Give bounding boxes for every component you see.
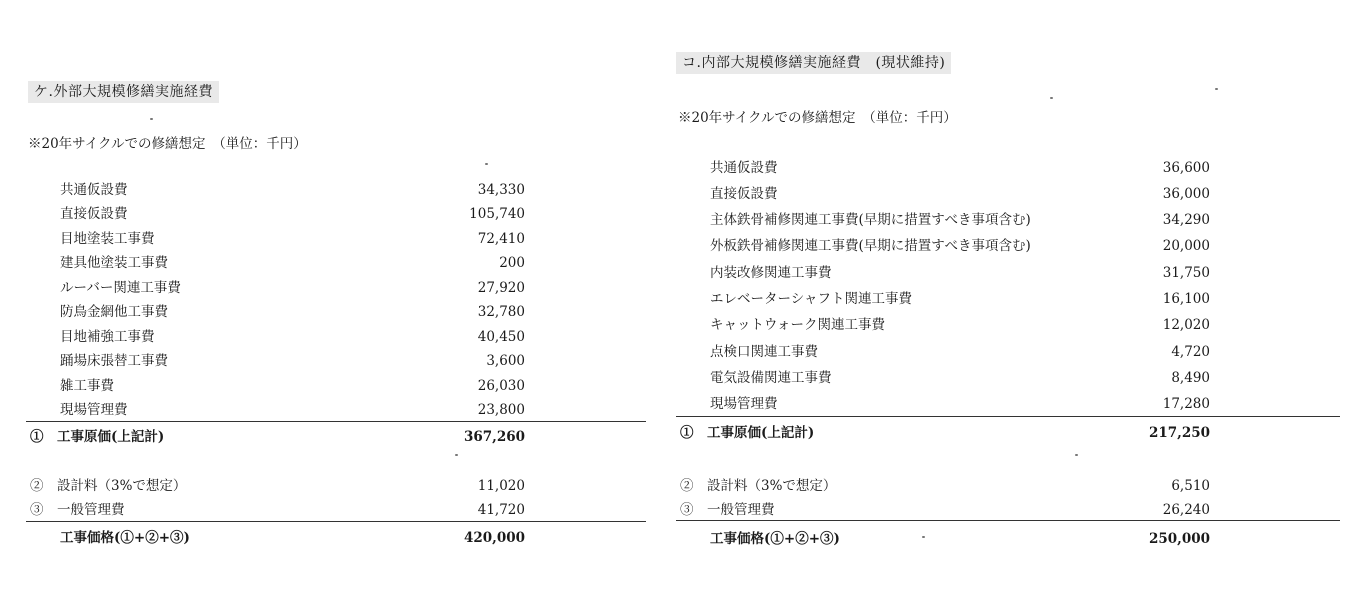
subtotal-value: 367,260 <box>463 429 525 445</box>
cost-row <box>710 182 1210 206</box>
item-label: 防鳥金網他工事費 <box>60 304 168 320</box>
cost-row <box>60 202 525 226</box>
item-label: 点検口関連工事費 <box>710 344 818 360</box>
item-value: 12,020 <box>1162 317 1210 333</box>
item-label: 直接仮設費 <box>710 186 778 202</box>
subtotal-divider <box>676 416 1340 417</box>
item-value: 17,280 <box>1162 396 1210 412</box>
item-value: 27,920 <box>477 280 525 296</box>
subtotal-row <box>30 425 525 449</box>
item-label: 主体鉄骨補修関連工事費(早期に措置すべき事項含む) <box>710 212 1031 228</box>
total-label: 工事価格(①+②+③) <box>60 530 190 546</box>
cost-row <box>710 287 1210 311</box>
design-fee-label: ② 設計料（3%で想定） <box>680 478 837 494</box>
scan-speck <box>485 163 488 165</box>
item-value: 31,750 <box>1162 265 1210 281</box>
item-value: 36,000 <box>1162 186 1210 202</box>
total-value: 250,000 <box>1148 531 1210 547</box>
cost-row <box>60 325 525 349</box>
scan-speck <box>1050 97 1053 99</box>
item-label: ルーバー関連工事費 <box>60 280 181 296</box>
item-value: 36,600 <box>1162 160 1210 176</box>
cost-row <box>60 251 525 275</box>
total-label: 工事価格(①+②+③) <box>710 531 840 547</box>
item-value: 34,330 <box>477 182 525 198</box>
scan-speck <box>922 536 925 538</box>
item-value: 20,000 <box>1162 238 1210 254</box>
item-label: 目地補強工事費 <box>60 329 155 345</box>
item-label: エレベーターシャフト関連工事費 <box>710 291 912 307</box>
item-label: 現場管理費 <box>710 396 778 412</box>
cost-row <box>710 313 1210 337</box>
item-value: 4,720 <box>1171 344 1210 360</box>
scan-speck <box>1215 88 1218 90</box>
item-value: 16,100 <box>1162 291 1210 307</box>
cost-row <box>710 392 1210 416</box>
cycle-unit-note: ※20年サイクルでの修繕想定 （単位：千円） <box>678 110 957 126</box>
cost-row <box>60 374 525 398</box>
item-value: 3,600 <box>486 353 525 369</box>
cost-row <box>710 366 1210 390</box>
item-label: 建具他塗装工事費 <box>60 255 168 271</box>
item-value: 105,740 <box>469 206 525 222</box>
scan-speck <box>455 454 458 456</box>
item-value: 26,030 <box>477 378 525 394</box>
cost-row <box>710 340 1210 364</box>
total-value: 420,000 <box>463 530 525 546</box>
general-admin-row <box>680 498 1210 522</box>
cost-row <box>60 227 525 251</box>
item-value: 8,490 <box>1171 370 1210 386</box>
cycle-unit-note: ※20年サイクルでの修繕想定 （単位：千円） <box>28 136 307 152</box>
item-label: キャットウォーク関連工事費 <box>710 317 885 333</box>
general-admin-value: 26,240 <box>1162 502 1210 518</box>
panel-title: ケ.外部大規模修繕実施経費 <box>28 81 219 103</box>
total-row <box>710 527 1210 551</box>
item-value: 34,290 <box>1162 212 1210 228</box>
cost-row <box>60 300 525 324</box>
general-admin-row <box>30 498 525 522</box>
design-fee-row <box>680 474 1210 498</box>
scan-speck <box>1075 454 1078 456</box>
cost-row <box>710 261 1210 285</box>
subtotal-label: ① 工事原価(上記計) <box>30 429 165 445</box>
item-label: 目地塗装工事費 <box>60 231 155 247</box>
cost-row <box>710 208 1210 232</box>
cost-row <box>60 349 525 373</box>
item-label: 共通仮設費 <box>710 160 778 176</box>
design-fee-label: ② 設計料（3%で想定） <box>30 478 187 494</box>
cost-row <box>60 398 525 422</box>
design-fee-row <box>30 474 525 498</box>
subtotal-label: ① 工事原価(上記計) <box>680 425 815 441</box>
panel-title: コ.内部大規模修繕実施経費 (現状維持) <box>676 52 951 74</box>
item-label: 共通仮設費 <box>60 182 128 198</box>
design-fee-value: 6,510 <box>1171 478 1210 494</box>
cost-row <box>710 156 1210 180</box>
total-divider <box>26 521 646 522</box>
design-fee-value: 11,020 <box>477 478 525 494</box>
subtotal-divider <box>26 421 646 422</box>
item-value: 200 <box>499 255 525 271</box>
item-label: 直接仮設費 <box>60 206 128 222</box>
subtotal-value: 217,250 <box>1148 425 1210 441</box>
subtotal-row <box>680 421 1210 445</box>
item-label: 電気設備関連工事費 <box>710 370 832 386</box>
interior-repair-cost-panel <box>660 0 1358 605</box>
general-admin-label: ③ 一般管理費 <box>680 502 775 518</box>
item-label: 踊場床張替工事費 <box>60 353 168 369</box>
item-value: 72,410 <box>477 231 525 247</box>
cost-row <box>60 178 525 202</box>
item-label: 内装改修関連工事費 <box>710 265 832 281</box>
exterior-repair-cost-panel <box>0 0 650 605</box>
item-label: 外板鉄骨補修関連工事費(早期に措置すべき事項含む) <box>710 238 1031 254</box>
item-value: 23,800 <box>477 402 525 418</box>
scan-speck <box>150 118 153 120</box>
general-admin-value: 41,720 <box>477 502 525 518</box>
item-label: 雑工事費 <box>60 378 114 394</box>
item-value: 32,780 <box>477 304 525 320</box>
total-row <box>60 526 525 550</box>
item-label: 現場管理費 <box>60 402 128 418</box>
total-divider <box>676 520 1340 521</box>
cost-row <box>710 234 1210 258</box>
general-admin-label: ③ 一般管理費 <box>30 502 125 518</box>
item-value: 40,450 <box>477 329 525 345</box>
cost-row <box>60 276 525 300</box>
